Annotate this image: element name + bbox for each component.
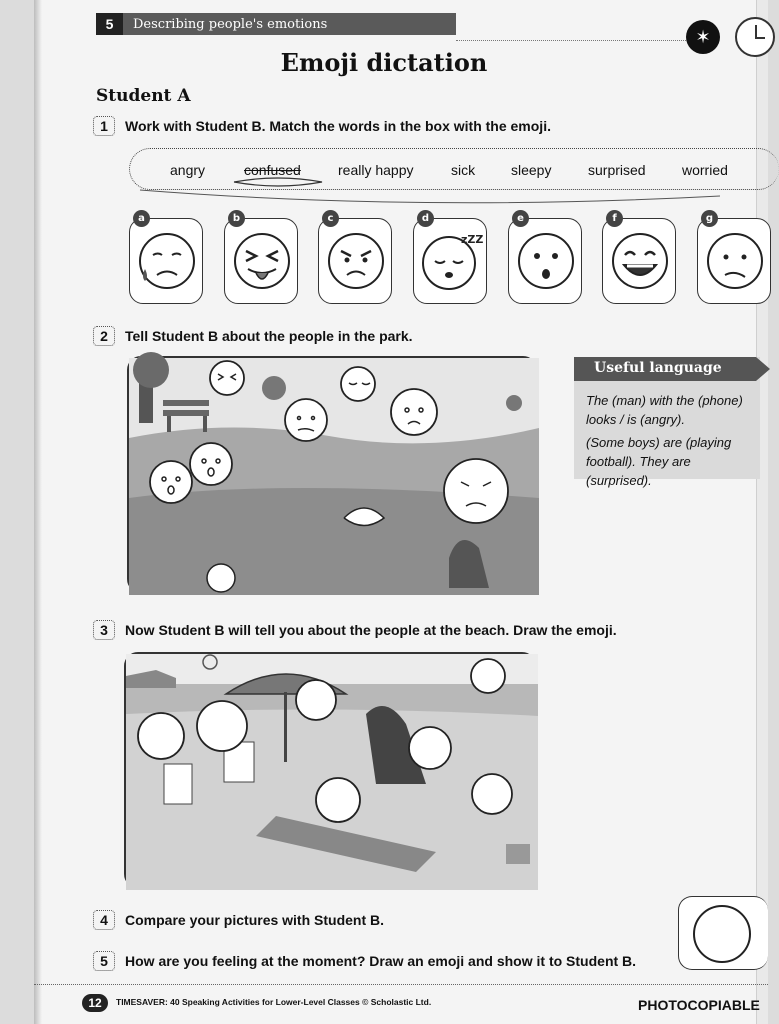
footer-copyright: TIMESAVER: 40 Speaking Activities for Lower-Level Classes © Scholastic Ltd. [116, 997, 432, 1007]
task-text: Now Student B will tell you about the people at the beach. Draw the emoji. [125, 622, 617, 638]
emoji-card-a[interactable]: a [129, 218, 203, 304]
unit-number: 5 [96, 13, 123, 35]
header-dotted-line [456, 40, 686, 41]
task-text: Tell Student B about the people in the park. [125, 328, 413, 344]
task-number: 2 [93, 326, 115, 346]
matching-line-icon [120, 186, 740, 212]
page-title: Emoji dictation [280, 48, 488, 77]
word-confused: confused [244, 162, 301, 178]
useful-language-box [574, 357, 760, 488]
word-surprised: surprised [588, 162, 646, 178]
svg-text:zZZ: zZZ [461, 233, 484, 246]
unit-title: Describing people's emotions [133, 16, 328, 32]
park-illustration [127, 356, 537, 593]
really-happy-emoji-icon [610, 229, 670, 293]
confused-emoji-icon [232, 229, 292, 293]
draw-emoji-box[interactable] [678, 896, 768, 970]
task-text: Compare your pictures with Student B. [125, 912, 385, 928]
task-number: 4 [93, 910, 115, 930]
student-label: Student A [96, 86, 191, 106]
task-3 [93, 620, 617, 640]
word-worried: worried [682, 162, 728, 178]
footer-dotted-line [34, 984, 768, 985]
angry-emoji-icon [326, 229, 386, 293]
unit-header-bar [96, 13, 456, 35]
blank-emoji-circle[interactable] [693, 905, 751, 963]
word-really-happy: really happy [338, 162, 414, 178]
worried-emoji-icon [705, 229, 765, 293]
task-4 [93, 910, 384, 930]
emoji-card-e[interactable]: e [508, 218, 582, 304]
task-text: Work with Student B. Match the words in the box with the emoji. [125, 118, 551, 134]
task-1 [93, 116, 551, 136]
task-5 [93, 951, 636, 971]
beach-illustration [124, 652, 536, 888]
beach-scene-image [126, 654, 538, 890]
word-sleepy: sleepy [511, 162, 552, 178]
word-angry: angry [170, 162, 206, 178]
task-number: 3 [93, 620, 115, 640]
emoji-card-c[interactable]: c [318, 218, 392, 304]
task-2 [93, 326, 413, 346]
page-binding-shadow [34, 0, 42, 1024]
photocopiable-label: PHOTOCOPIABLE [638, 997, 760, 1013]
task-number: 1 [93, 116, 115, 136]
emoji-card-g[interactable]: g [697, 218, 771, 304]
page-number: 12 [82, 994, 108, 1012]
task-text: How are you feeling at the moment? Draw an emoji and show it to Student B. [125, 953, 637, 969]
emoji-card-b[interactable]: b [224, 218, 298, 304]
word-sick: sick [451, 162, 476, 178]
emoji-card-d[interactable]: d zZZ [413, 218, 487, 304]
useful-language-heading: Useful language [574, 357, 756, 381]
park-scene-image [129, 358, 539, 595]
surprised-emoji-icon [516, 229, 576, 293]
star-icon: ✶ [686, 20, 720, 54]
emoji-card-f[interactable]: f [602, 218, 676, 304]
useful-language-text: The (man) with the (phone) looks / is (angry). (Some boys) are (playing football). They are (surprised). [586, 393, 743, 488]
task-number: 5 [93, 951, 115, 971]
sick-emoji-icon [137, 229, 197, 293]
